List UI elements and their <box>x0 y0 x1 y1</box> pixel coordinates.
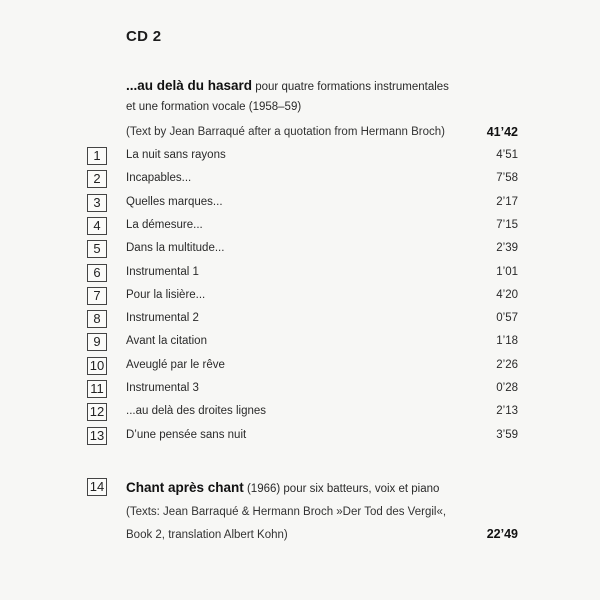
work1-note: (Text by Jean Barraqué after a quotation from Hermann Broch) <box>126 126 445 138</box>
track-number: 4 <box>87 217 107 235</box>
track-duration: 7’15 <box>496 218 518 231</box>
track-number: 9 <box>87 333 107 351</box>
cd-heading: CD 2 <box>126 28 162 45</box>
track-duration: 0’28 <box>496 382 518 394</box>
track-title: La démesure... <box>126 218 203 231</box>
work1-total-time: 41’42 <box>486 125 518 139</box>
track-title: Instrumental 2 <box>126 312 199 325</box>
track-title: D’une pensée sans nuit <box>126 428 247 441</box>
track-number: 5 <box>87 240 107 258</box>
track-duration: 4’51 <box>496 149 518 161</box>
track-duration: 4’20 <box>496 288 518 301</box>
track-title: Quelles marques... <box>126 195 223 208</box>
work2-note-line2: Book 2, translation Albert Kohn) <box>126 529 288 541</box>
track-title: Incapables... <box>126 172 192 185</box>
track-number: 3 <box>87 194 107 212</box>
work2-title: Chant après chant <box>126 480 244 495</box>
work2-note-line1: (Texts: Jean Barraqué & Hermann Broch »Der Tod des Vergil«, <box>126 506 447 518</box>
track-number: 13 <box>87 427 107 445</box>
track-title: Aveuglé par le rêve <box>126 358 225 371</box>
track-title: Avant la citation <box>126 335 207 348</box>
track-title: Pour la lisière... <box>126 288 206 301</box>
track-number: 8 <box>87 310 107 328</box>
track-number-14: 14 <box>87 478 107 496</box>
track-number: 12 <box>87 403 107 421</box>
work1-title-line <box>126 78 449 93</box>
track-number: 1 <box>87 147 107 165</box>
track-duration: 1’01 <box>496 265 518 278</box>
track-number: 11 <box>87 380 107 398</box>
work2-total-time: 22’49 <box>486 527 518 541</box>
track-duration: 2’39 <box>496 242 518 255</box>
track-title: ...au delà des droites lignes <box>126 405 267 418</box>
track-duration: 3’59 <box>496 428 518 441</box>
work2-title-line <box>126 480 439 495</box>
track-number: 2 <box>87 170 107 188</box>
work1-subtitle-line2: et une formation vocale (1958–59) <box>126 101 302 113</box>
track-title: Instrumental 1 <box>126 265 199 278</box>
track-title: Dans la multitude... <box>126 242 225 255</box>
track-number: 10 <box>87 357 107 375</box>
work1-title: ...au delà du hasard <box>126 78 253 93</box>
track-title: Instrumental 3 <box>126 382 199 394</box>
track-duration: 2’13 <box>496 405 518 418</box>
track-title: La nuit sans rayons <box>126 149 226 161</box>
track-number: 7 <box>87 287 107 305</box>
work2-subtitle: (1966) pour six batteurs, voix et piano <box>243 483 440 495</box>
track-duration: 0’57 <box>496 312 518 325</box>
track-duration: 2’26 <box>496 358 518 371</box>
track-duration: 2’17 <box>496 195 518 208</box>
track-duration: 1’18 <box>496 335 518 348</box>
work1-subtitle: pour quatre formations instrumentales <box>252 81 449 93</box>
track-number: 6 <box>87 264 107 282</box>
track-duration: 7’58 <box>496 172 518 185</box>
